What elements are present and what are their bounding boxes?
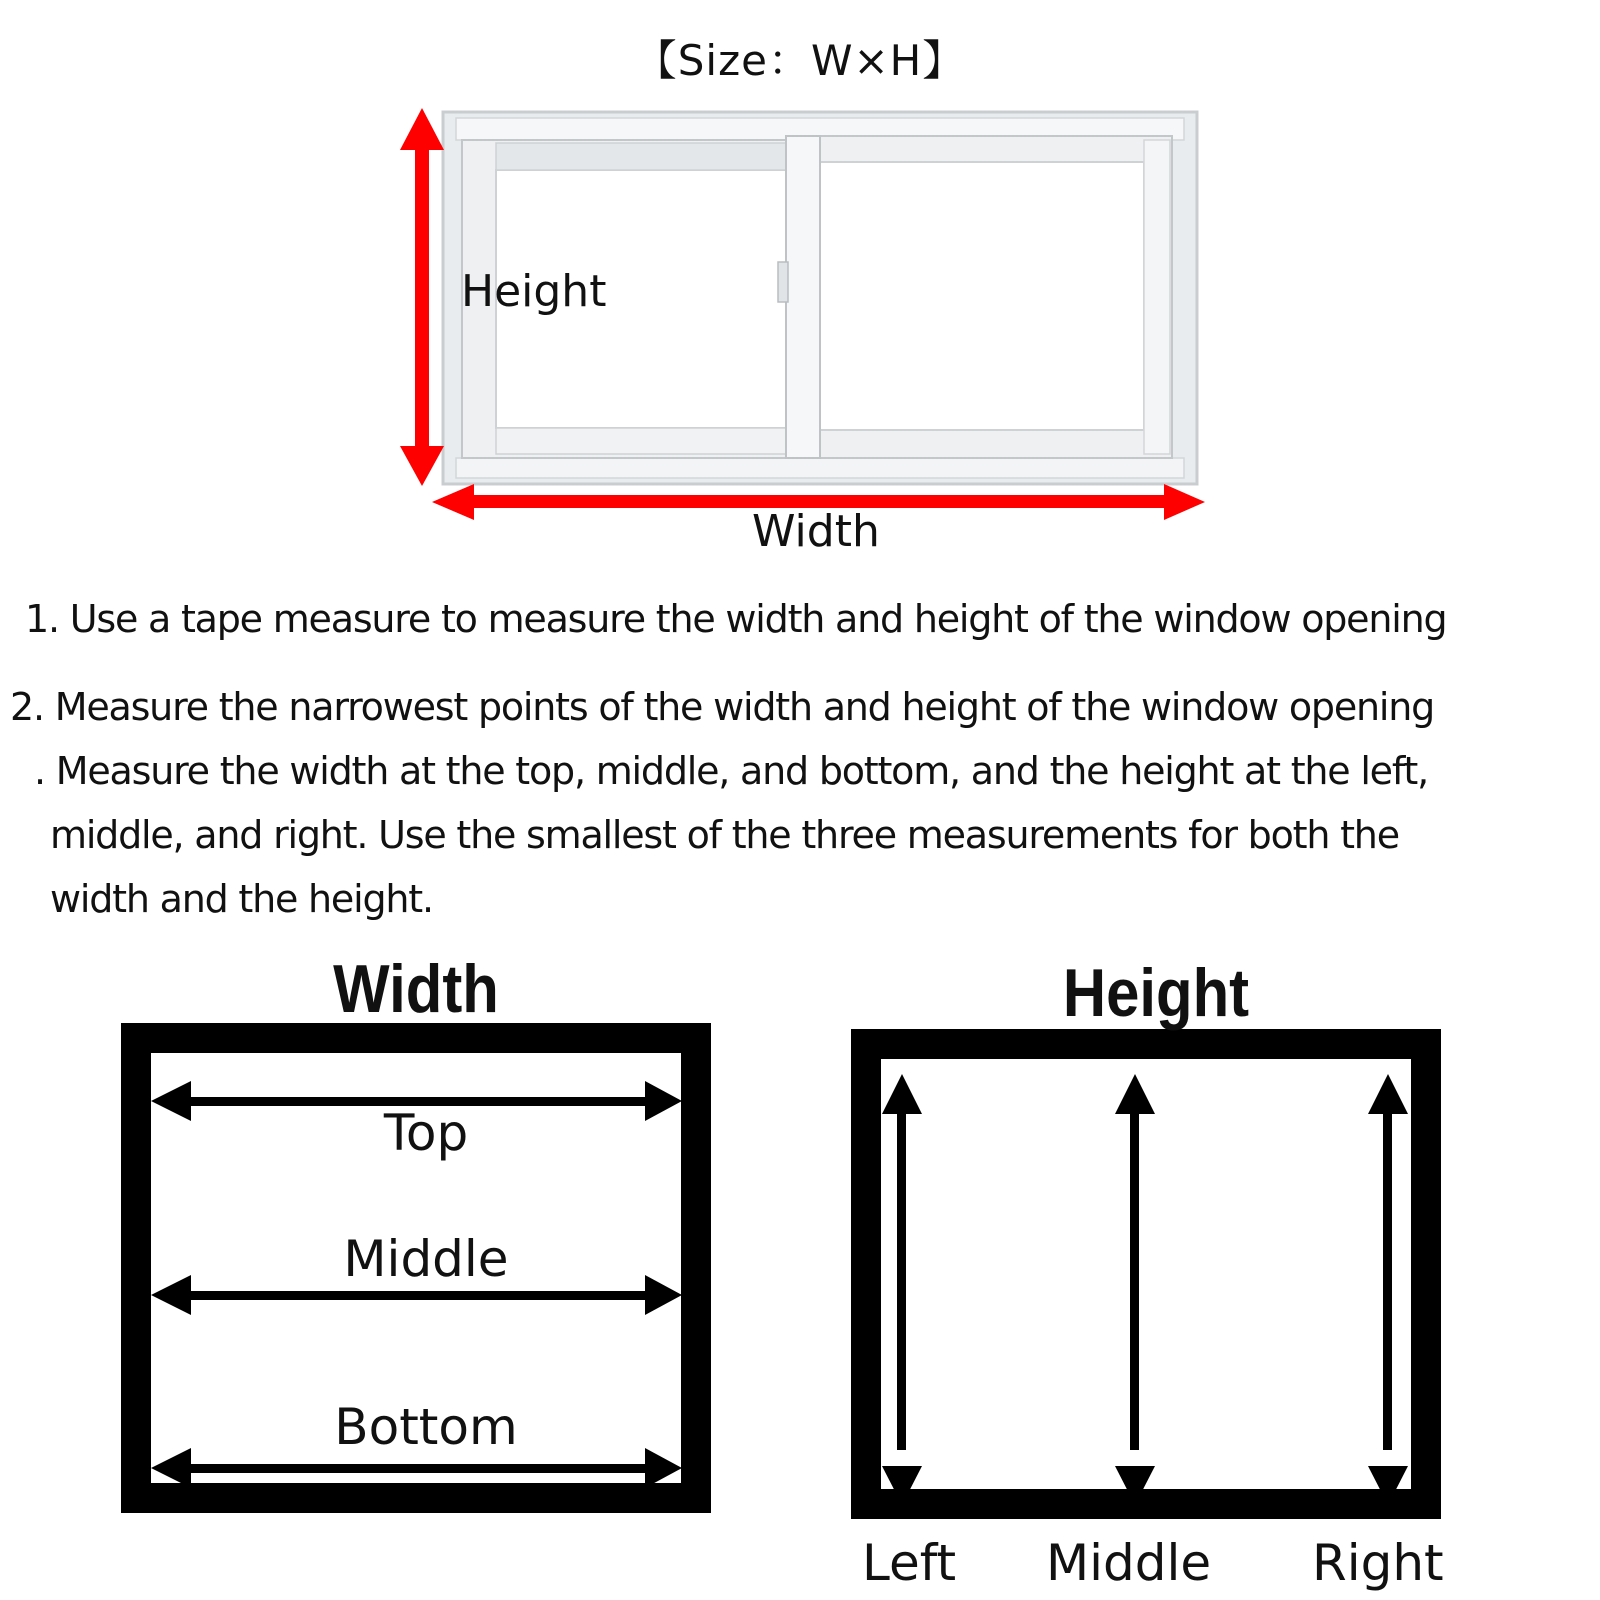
- height-arrow-right: [1368, 1074, 1408, 1505]
- instruction-step-2-line-1: 2. Measure the narrowest points of the width and height of the window opening: [10, 685, 1435, 729]
- height-arrow-left: [882, 1074, 922, 1505]
- width-label-middle: Middle: [343, 1230, 509, 1288]
- instruction-step-2-line-4: width and the height.: [50, 877, 433, 921]
- window-width-label: Width: [752, 506, 880, 557]
- height-label-middle: Middle: [1046, 1534, 1212, 1592]
- red-height-arrow: [400, 108, 444, 486]
- instruction-step-2-line-2: . Measure the width at the top, middle, and bottom, and the height at the left,: [34, 749, 1428, 793]
- width-label-top: Top: [383, 1104, 469, 1162]
- height-label-right: Right: [1312, 1534, 1444, 1592]
- size-title: 【Size：W×H】: [634, 36, 966, 85]
- height-arrow-middle: [1115, 1074, 1155, 1505]
- window-height-label: Height: [461, 266, 607, 317]
- height-panel-heading: Height: [1062, 955, 1250, 1031]
- instruction-step-2-line-3: middle, and right. Use the smallest of the three measurements for both the: [50, 813, 1399, 857]
- height-label-left: Left: [862, 1534, 957, 1592]
- width-label-bottom: Bottom: [334, 1398, 518, 1456]
- width-panel-heading: Width: [333, 951, 499, 1027]
- instruction-step-1: 1. Use a tape measure to measure the width and height of the window opening: [25, 597, 1447, 641]
